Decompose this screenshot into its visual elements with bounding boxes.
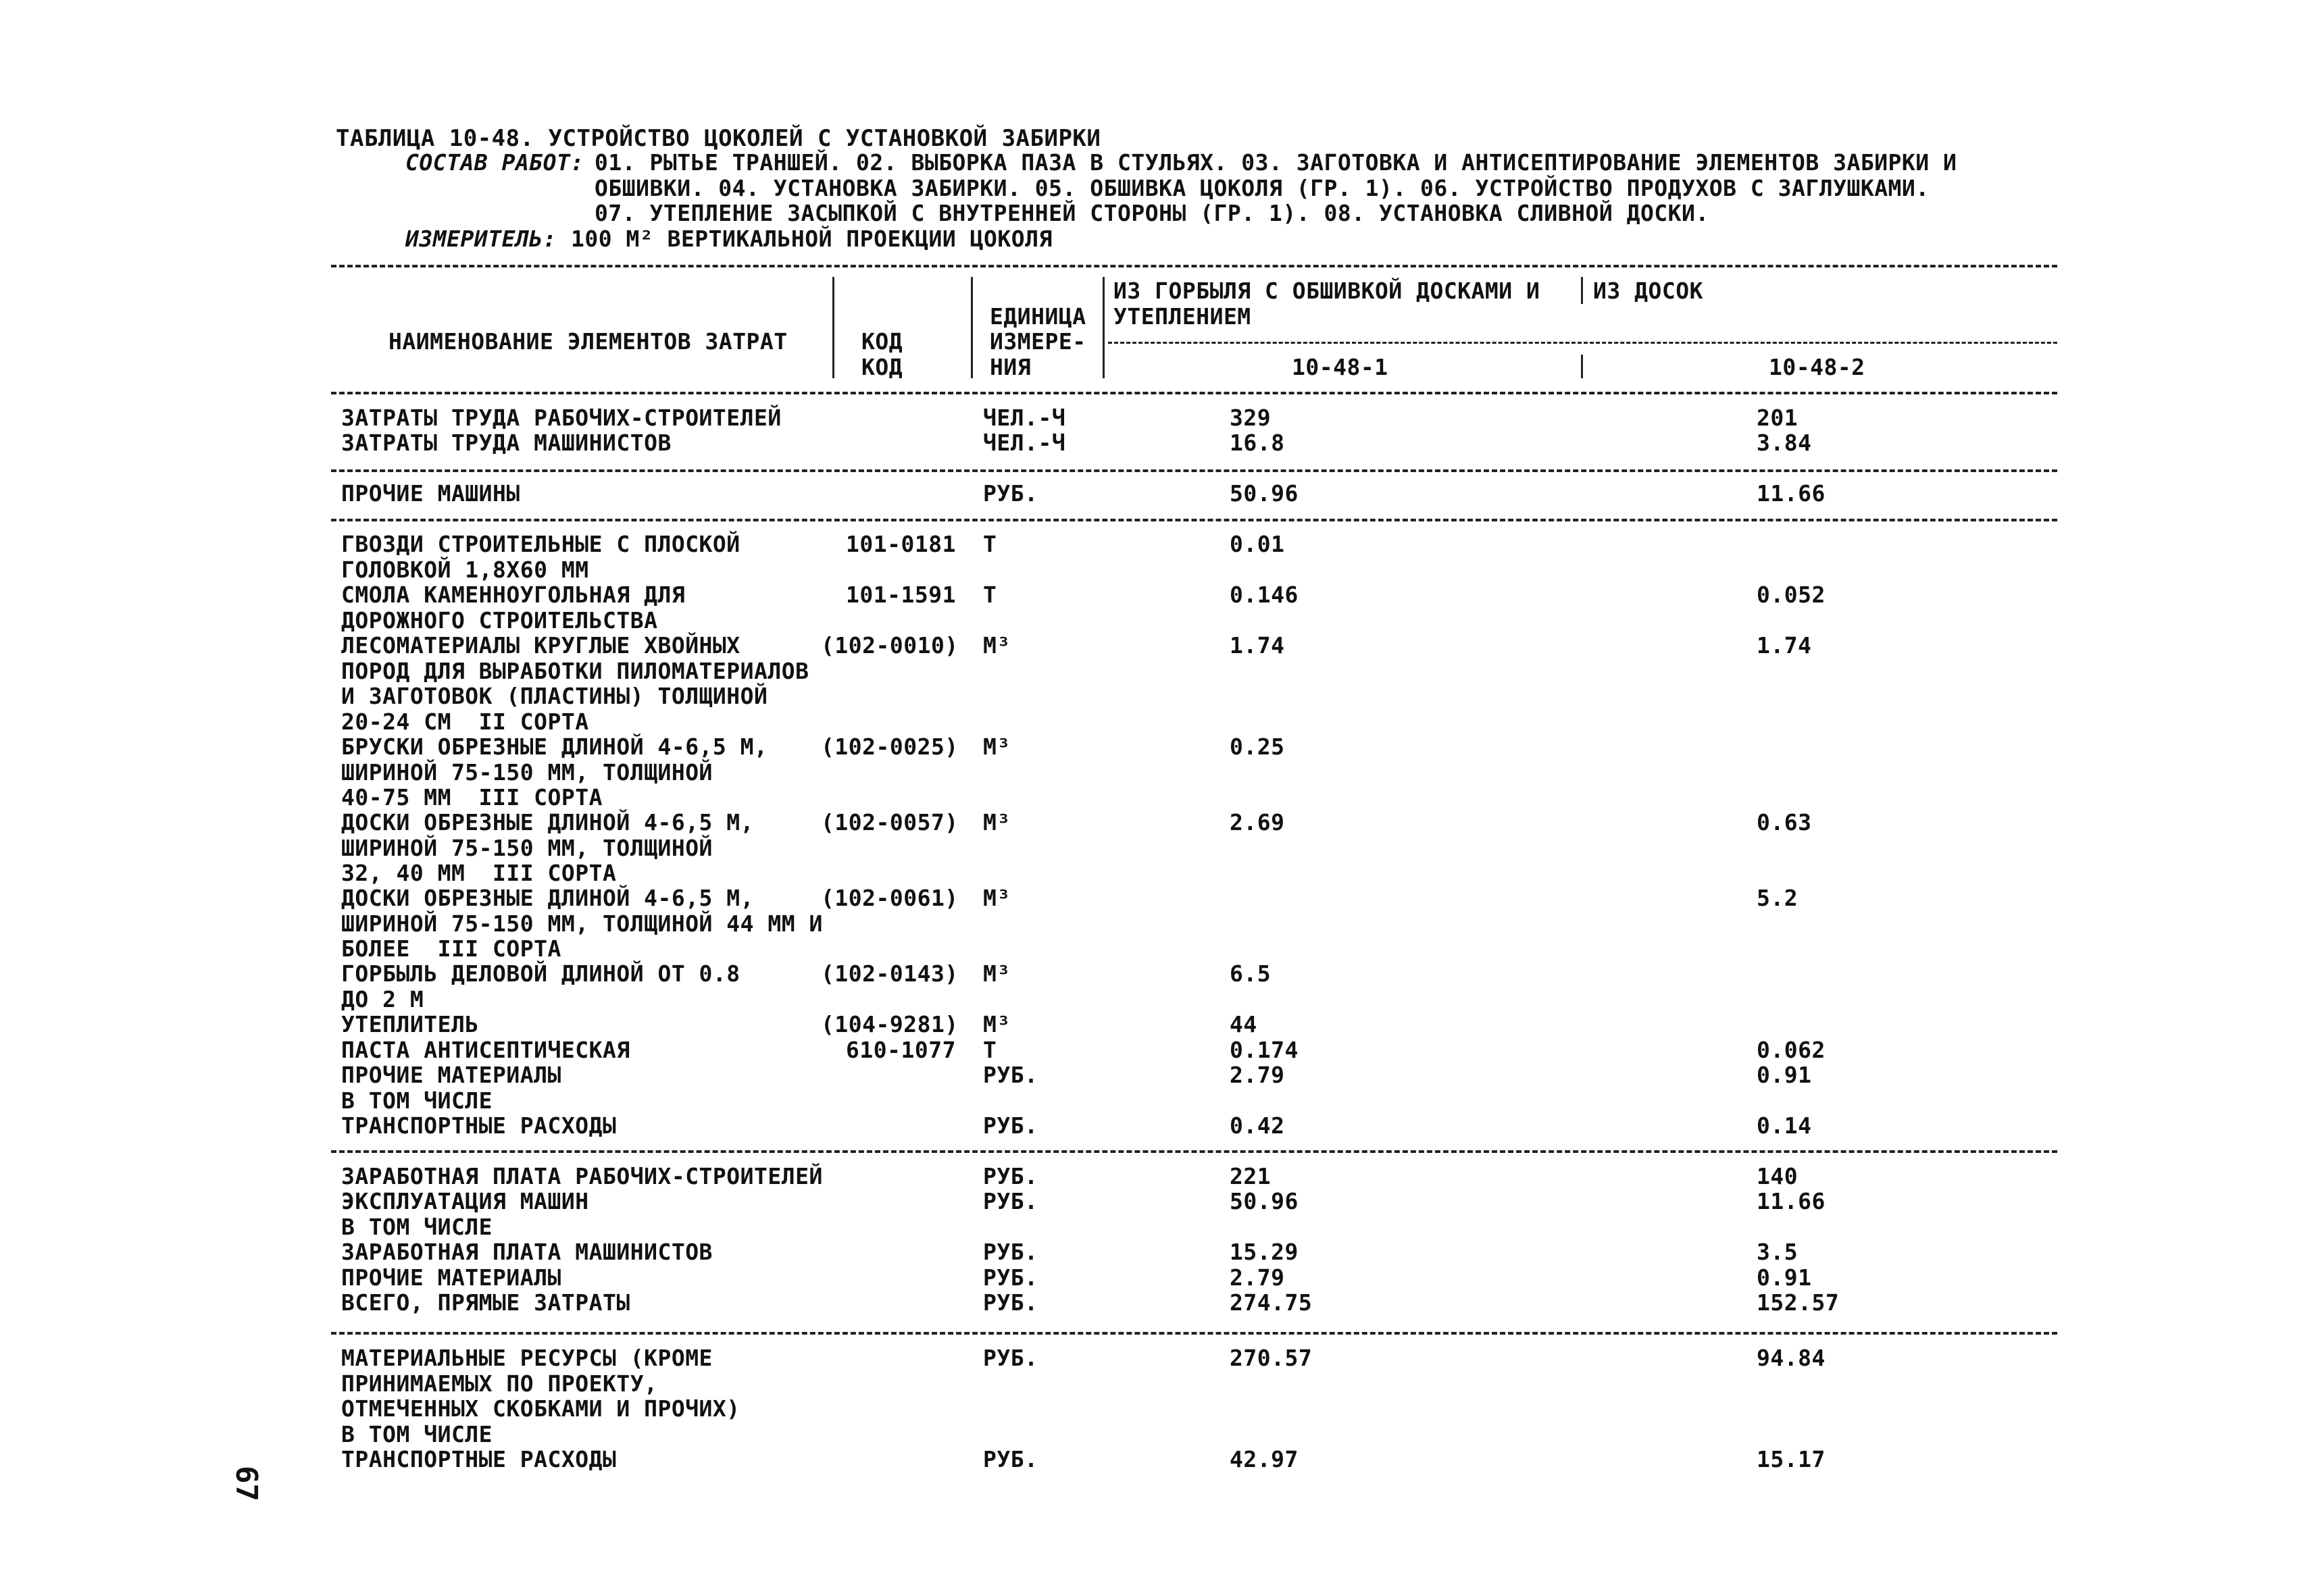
row-name-text: 40-75 ММ III СОРТА — [341, 784, 603, 810]
row-unit: РУБ. — [983, 1062, 1038, 1088]
col-header-unit-2: ИЗМЕРЕ- — [990, 328, 1086, 355]
row-name-text: ПРИНИМАЕМЫХ ПО ПРОЕКТУ, — [341, 1370, 658, 1397]
row-name-text: ЗАРАБОТНАЯ ПЛАТА РАБОЧИХ-СТРОИТЕЛЕЙ — [341, 1163, 823, 1189]
row-value-10-48-1: 1.74 — [1230, 632, 1285, 659]
header-rule-bottom — [331, 392, 2057, 394]
row-unit: Т — [983, 582, 997, 608]
row-unit: Т — [983, 1037, 997, 1063]
row-name-text: ЗАТРАТЫ ТРУДА РАБОЧИХ-СТРОИТЕЛЕЙ — [341, 405, 782, 431]
row-value-10-48-1: 0.42 — [1230, 1112, 1285, 1139]
row-code: 101-1591 — [846, 582, 956, 608]
row-name-text: ДО 2 М — [341, 985, 424, 1012]
row-name-text: В ТОМ ЧИСЛЕ — [341, 1087, 493, 1114]
row-value-10-48-2: 0.052 — [1757, 582, 1826, 608]
row-value-10-48-1: 221 — [1230, 1163, 1272, 1189]
row-unit: М³ — [983, 885, 1011, 911]
row-value-10-48-1: 2.69 — [1230, 809, 1285, 835]
row-unit: ЧЕЛ.-Ч — [983, 405, 1066, 431]
row-name-text: ШИРИНОЙ 75-150 ММ, ТОЛЩИНОЙ — [341, 834, 713, 861]
row-value-10-48-1: 16.8 — [1230, 430, 1285, 456]
row-value-10-48-1: 329 — [1230, 405, 1272, 431]
row-name-text: 32, 40 ММ III СОРТА — [341, 860, 617, 886]
row-value-10-48-2: 1.74 — [1757, 632, 1812, 659]
header-separator-5 — [1581, 355, 1583, 378]
row-unit: М³ — [983, 1011, 1011, 1037]
col-header-unit-1: ЕДИНИЦА — [990, 303, 1086, 330]
row-name-text: ВСЕГО, ПРЯМЫЕ ЗАТРАТЫ — [341, 1289, 630, 1316]
row-value-10-48-2: 0.91 — [1757, 1062, 1812, 1088]
row-name-text: ТРАНСПОРТНЫЕ РАСХОДЫ — [341, 1112, 617, 1139]
row-name-text: ПОРОД ДЛЯ ВЫРАБОТКИ ПИЛОМАТЕРИАЛОВ — [341, 657, 809, 684]
row-value-10-48-1: 0.174 — [1230, 1037, 1299, 1063]
row-name-text: ДОСКИ ОБРЕЗНЫЕ ДЛИНОЙ 4-6,5 М, — [341, 885, 755, 911]
row-value-10-48-2: 140 — [1757, 1163, 1799, 1189]
row-value-10-48-1: 2.79 — [1230, 1264, 1285, 1291]
row-name-text: ПРОЧИЕ МАТЕРИАЛЫ — [341, 1264, 561, 1291]
col-header-kod-1: КОД — [861, 328, 903, 355]
section-rule-2 — [331, 519, 2057, 521]
header-subrule — [1108, 342, 2057, 344]
row-value-10-48-2: 15.17 — [1757, 1446, 1826, 1472]
row-value-10-48-1: 274.75 — [1230, 1289, 1313, 1316]
row-code: (102-0057) — [821, 809, 959, 835]
row-name-text: ОТМЕЧЕННЫХ СКОБКАМИ И ПРОЧИХ) — [341, 1395, 740, 1422]
row-value-10-48-2: 0.63 — [1757, 809, 1812, 835]
row-name-text: ПАСТА АНТИСЕПТИЧЕСКАЯ — [341, 1037, 630, 1063]
row-value-10-48-1: 0.146 — [1230, 582, 1299, 608]
row-name-text: И ЗАГОТОВОК (ПЛАСТИНЫ) ТОЛЩИНОЙ — [341, 683, 768, 709]
row-code: (102-0061) — [821, 885, 959, 911]
row-value-10-48-1: 2.79 — [1230, 1062, 1285, 1088]
row-name-text: УТЕПЛИТЕЛЬ — [341, 1011, 479, 1037]
row-value-10-48-1: 270.57 — [1230, 1345, 1313, 1371]
col-header-name: НАИМЕНОВАНИЕ ЭЛЕМЕНТОВ ЗАТРАТ — [388, 328, 788, 355]
row-name-text: ЛЕСОМАТЕРИАЛЫ КРУГЛЫЕ ХВОЙНЫХ — [341, 632, 740, 659]
table-title: ТАБЛИЦА 10-48. УСТРОЙСТВО ЦОКОЛЕЙ С УСТАНОВКОЙ ЗАБИРКИ — [336, 125, 1101, 152]
header-separator-4 — [1581, 277, 1583, 304]
row-code: (102-0143) — [821, 960, 959, 987]
col-header-kod-2: КОД — [861, 354, 903, 380]
row-value-10-48-2: 0.062 — [1757, 1037, 1826, 1063]
row-value-10-48-1: 0.25 — [1230, 733, 1285, 760]
section-rule-1 — [331, 469, 2057, 472]
header-separator-2 — [971, 277, 973, 378]
row-name-text: ГВОЗДИ СТРОИТЕЛЬНЫЕ С ПЛОСКОЙ — [341, 531, 740, 557]
row-name-text: БРУСКИ ОБРЕЗНЫЕ ДЛИНОЙ 4-6,5 М, — [341, 733, 768, 760]
row-value-10-48-2: 0.91 — [1757, 1264, 1812, 1291]
row-name-text: В ТОМ ЧИСЛЕ — [341, 1420, 493, 1447]
row-value-10-48-2: 3.5 — [1757, 1239, 1799, 1265]
col-header-code-1: 10-48-1 — [1292, 354, 1388, 380]
section-rule-4 — [331, 1332, 2057, 1335]
sostav-line-3: 07. УТЕПЛЕНИЕ ЗАСЫПКОЙ С ВНУТРЕННЕЙ СТОРОНЫ (ГР. 1). 08. УСТАНОВКА СЛИВНОЙ ДОСКИ. — [595, 200, 1709, 226]
sostav-label: СОСТАВ РАБОТ: — [405, 149, 584, 176]
row-unit: М³ — [983, 960, 1011, 987]
row-unit: М³ — [983, 733, 1011, 760]
row-value-10-48-2: 5.2 — [1757, 885, 1799, 911]
izmer-value: 100 М² ВЕРТИКАЛЬНОЙ ПРОЕКЦИИ ЦОКОЛЯ — [571, 226, 1053, 252]
col-header-unit-3: НИЯ — [990, 354, 1032, 380]
section-rule-3 — [331, 1150, 2057, 1153]
row-unit: ЧЕЛ.-Ч — [983, 430, 1066, 456]
row-unit: М³ — [983, 809, 1011, 835]
header-rule-top — [331, 265, 2057, 267]
row-value-10-48-1: 42.97 — [1230, 1446, 1299, 1472]
row-name-text: ДОСКИ ОБРЕЗНЫЕ ДЛИНОЙ 4-6,5 М, — [341, 809, 755, 835]
row-value-10-48-1: 44 — [1230, 1011, 1257, 1037]
row-unit: РУБ. — [983, 1264, 1038, 1291]
row-name-text: МАТЕРИАЛЬНЫЕ РЕСУРСЫ (КРОМЕ — [341, 1345, 713, 1371]
row-unit: РУБ. — [983, 1289, 1038, 1316]
sostav-line-1: 01. РЫТЬЕ ТРАНШЕЙ. 02. ВЫБОРКА ПАЗА В СТУЛЬЯХ. 03. ЗАГОТОВКА И АНТИСЕПТИРОВАНИЕ ЭЛЕМЕНТОВ ЗАБИРКИ И — [595, 149, 1957, 176]
row-name-text: ГОЛОВКОЙ 1,8Х60 ММ — [341, 556, 589, 583]
row-name-text: ГОРБЫЛЬ ДЕЛОВОЙ ДЛИНОЙ ОТ 0.8 — [341, 960, 740, 987]
row-code: 101-0181 — [846, 531, 956, 557]
row-code: (104-9281) — [821, 1011, 959, 1037]
row-value-10-48-1: 0.01 — [1230, 531, 1285, 557]
row-unit: РУБ. — [983, 1239, 1038, 1265]
row-value-10-48-2: 201 — [1757, 405, 1799, 431]
row-name-text: ПРОЧИЕ МАШИНЫ — [341, 480, 520, 507]
row-unit: РУБ. — [983, 1112, 1038, 1139]
row-unit: РУБ. — [983, 480, 1038, 507]
row-value-10-48-2: 3.84 — [1757, 430, 1812, 456]
header-separator-3 — [1103, 277, 1105, 378]
row-name-text: ШИРИНОЙ 75-150 ММ, ТОЛЩИНОЙ 44 ММ И — [341, 910, 823, 937]
row-unit: РУБ. — [983, 1446, 1038, 1472]
row-unit: РУБ. — [983, 1345, 1038, 1371]
row-value-10-48-2: 152.57 — [1757, 1289, 1840, 1316]
row-unit: РУБ. — [983, 1163, 1038, 1189]
col-header-group1-line1: ИЗ ГОРБЫЛЯ С ОБШИВКОЙ ДОСКАМИ И — [1113, 278, 1540, 304]
col-header-group2: ИЗ ДОСОК — [1593, 278, 1703, 304]
row-code: 610-1077 — [846, 1037, 956, 1063]
row-name-text: ЗАТРАТЫ ТРУДА МАШИНИСТОВ — [341, 430, 672, 456]
row-value-10-48-2: 94.84 — [1757, 1345, 1826, 1371]
row-name-text: 20-24 СМ II СОРТА — [341, 708, 589, 735]
page-number: 67 — [229, 1466, 263, 1501]
row-value-10-48-1: 50.96 — [1230, 1188, 1299, 1214]
col-header-code-2: 10-48-2 — [1769, 354, 1865, 380]
izmer-label: ИЗМЕРИТЕЛЬ: — [405, 226, 557, 252]
row-code: (102-0025) — [821, 733, 959, 760]
row-code: (102-0010) — [821, 632, 959, 659]
row-value-10-48-2: 0.14 — [1757, 1112, 1812, 1139]
row-name-text: ЗАРАБОТНАЯ ПЛАТА МАШИНИСТОВ — [341, 1239, 713, 1265]
row-name-text: ДОРОЖНОГО СТРОИТЕЛЬСТВА — [341, 607, 658, 634]
row-name-text: ШИРИНОЙ 75-150 ММ, ТОЛЩИНОЙ — [341, 758, 713, 786]
row-value-10-48-1: 6.5 — [1230, 960, 1272, 987]
row-unit: Т — [983, 531, 997, 557]
row-unit: РУБ. — [983, 1188, 1038, 1214]
row-name-text: БОЛЕЕ III СОРТА — [341, 935, 561, 962]
row-name-text: В ТОМ ЧИСЛЕ — [341, 1213, 493, 1240]
row-name-text: ЭКСПЛУАТАЦИЯ МАШИН — [341, 1188, 589, 1214]
sostav-line-2: ОБШИВКИ. 04. УСТАНОВКА ЗАБИРКИ. 05. ОБШИВКА ЦОКОЛЯ (ГР. 1). 06. УСТРОЙСТВО ПРОДУХОВ С ЗАГЛУШКАМИ. — [595, 175, 1930, 201]
row-name-text: ПРОЧИЕ МАТЕРИАЛЫ — [341, 1062, 561, 1088]
row-value-10-48-1: 50.96 — [1230, 480, 1299, 507]
row-name-text: СМОЛА КАМЕННОУГОЛЬНАЯ ДЛЯ — [341, 582, 686, 608]
row-unit: М³ — [983, 632, 1011, 659]
row-name-text: ТРАНСПОРТНЫЕ РАСХОДЫ — [341, 1446, 617, 1472]
header-separator-1 — [832, 277, 834, 378]
row-value-10-48-2: 11.66 — [1757, 1188, 1826, 1214]
row-value-10-48-1: 15.29 — [1230, 1239, 1299, 1265]
row-value-10-48-2: 11.66 — [1757, 480, 1826, 507]
col-header-group1-line2: УТЕПЛЕНИЕМ — [1113, 303, 1251, 330]
